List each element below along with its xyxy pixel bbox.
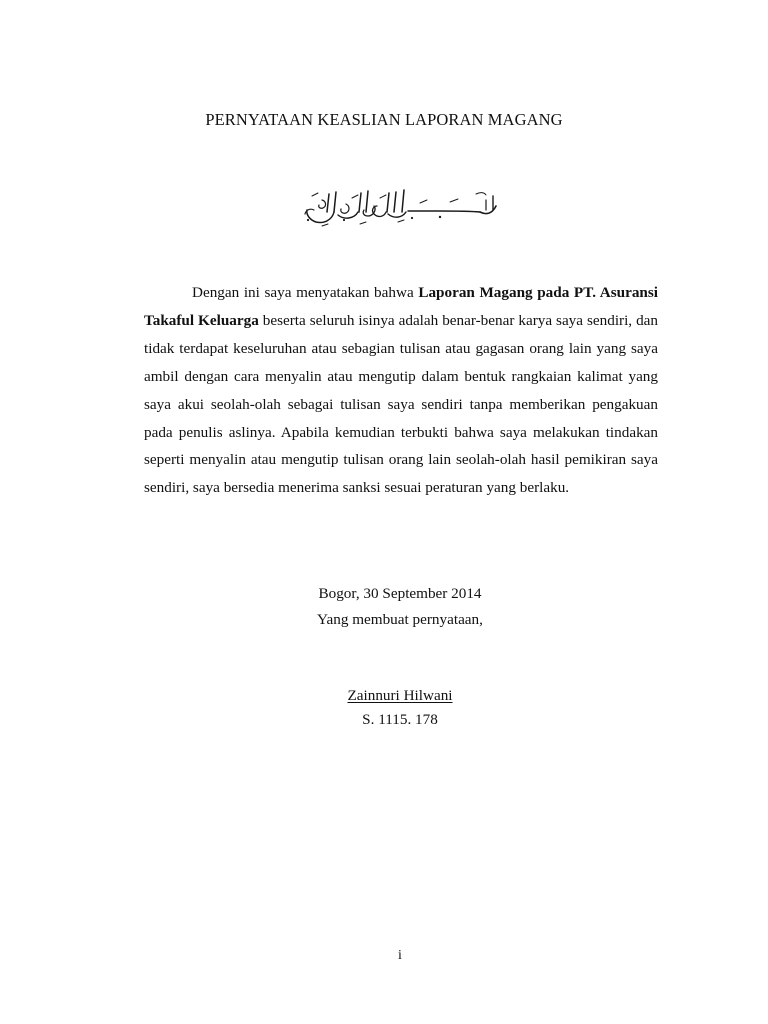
- signatory-label: Yang membuat pernyataan,: [317, 611, 483, 628]
- statement-rest: beserta seluruh isinya adalah benar-benar karya saya sendiri, dan tidak terdapat keseluruhan atau sebagian tulisan atau gagasan orang lain yang saya ambil dengan cara menyalin atau mengutip dalam bentuk rangkaian kalimat yang saya akui seolah-olah sebagai tulisan saya sendiri tanpa memberikan pengakuan pada penulis aslinya. Apabila kemudian terbukti bahwa saya melakukan tindakan seperti menyalin atau mengutip tulisan orang lain seolah-olah hasil pemikiran saya sendiri, saya bersedia menerima sanksi sesuai peraturan yang berlaku.: [144, 311, 658, 497]
- statement-report-title: Laporan Magang pada PT. Asuransi Takaful Keluarga: [144, 284, 658, 329]
- student-id: S. 1115. 178: [362, 711, 438, 728]
- statement-paragraph: [144, 279, 658, 502]
- signatory-name: Zainnuri Hilwani: [347, 687, 453, 704]
- basmala-calligraphy-image: [300, 184, 500, 230]
- document-title: PERNYATAAN KEASLIAN LAPORAN MAGANG: [205, 110, 563, 129]
- place-and-date: Bogor, 30 September 2014: [318, 585, 482, 602]
- statement-intro: Dengan ini saya menyatakan bahwa: [192, 284, 419, 301]
- page-number: i: [398, 948, 402, 963]
